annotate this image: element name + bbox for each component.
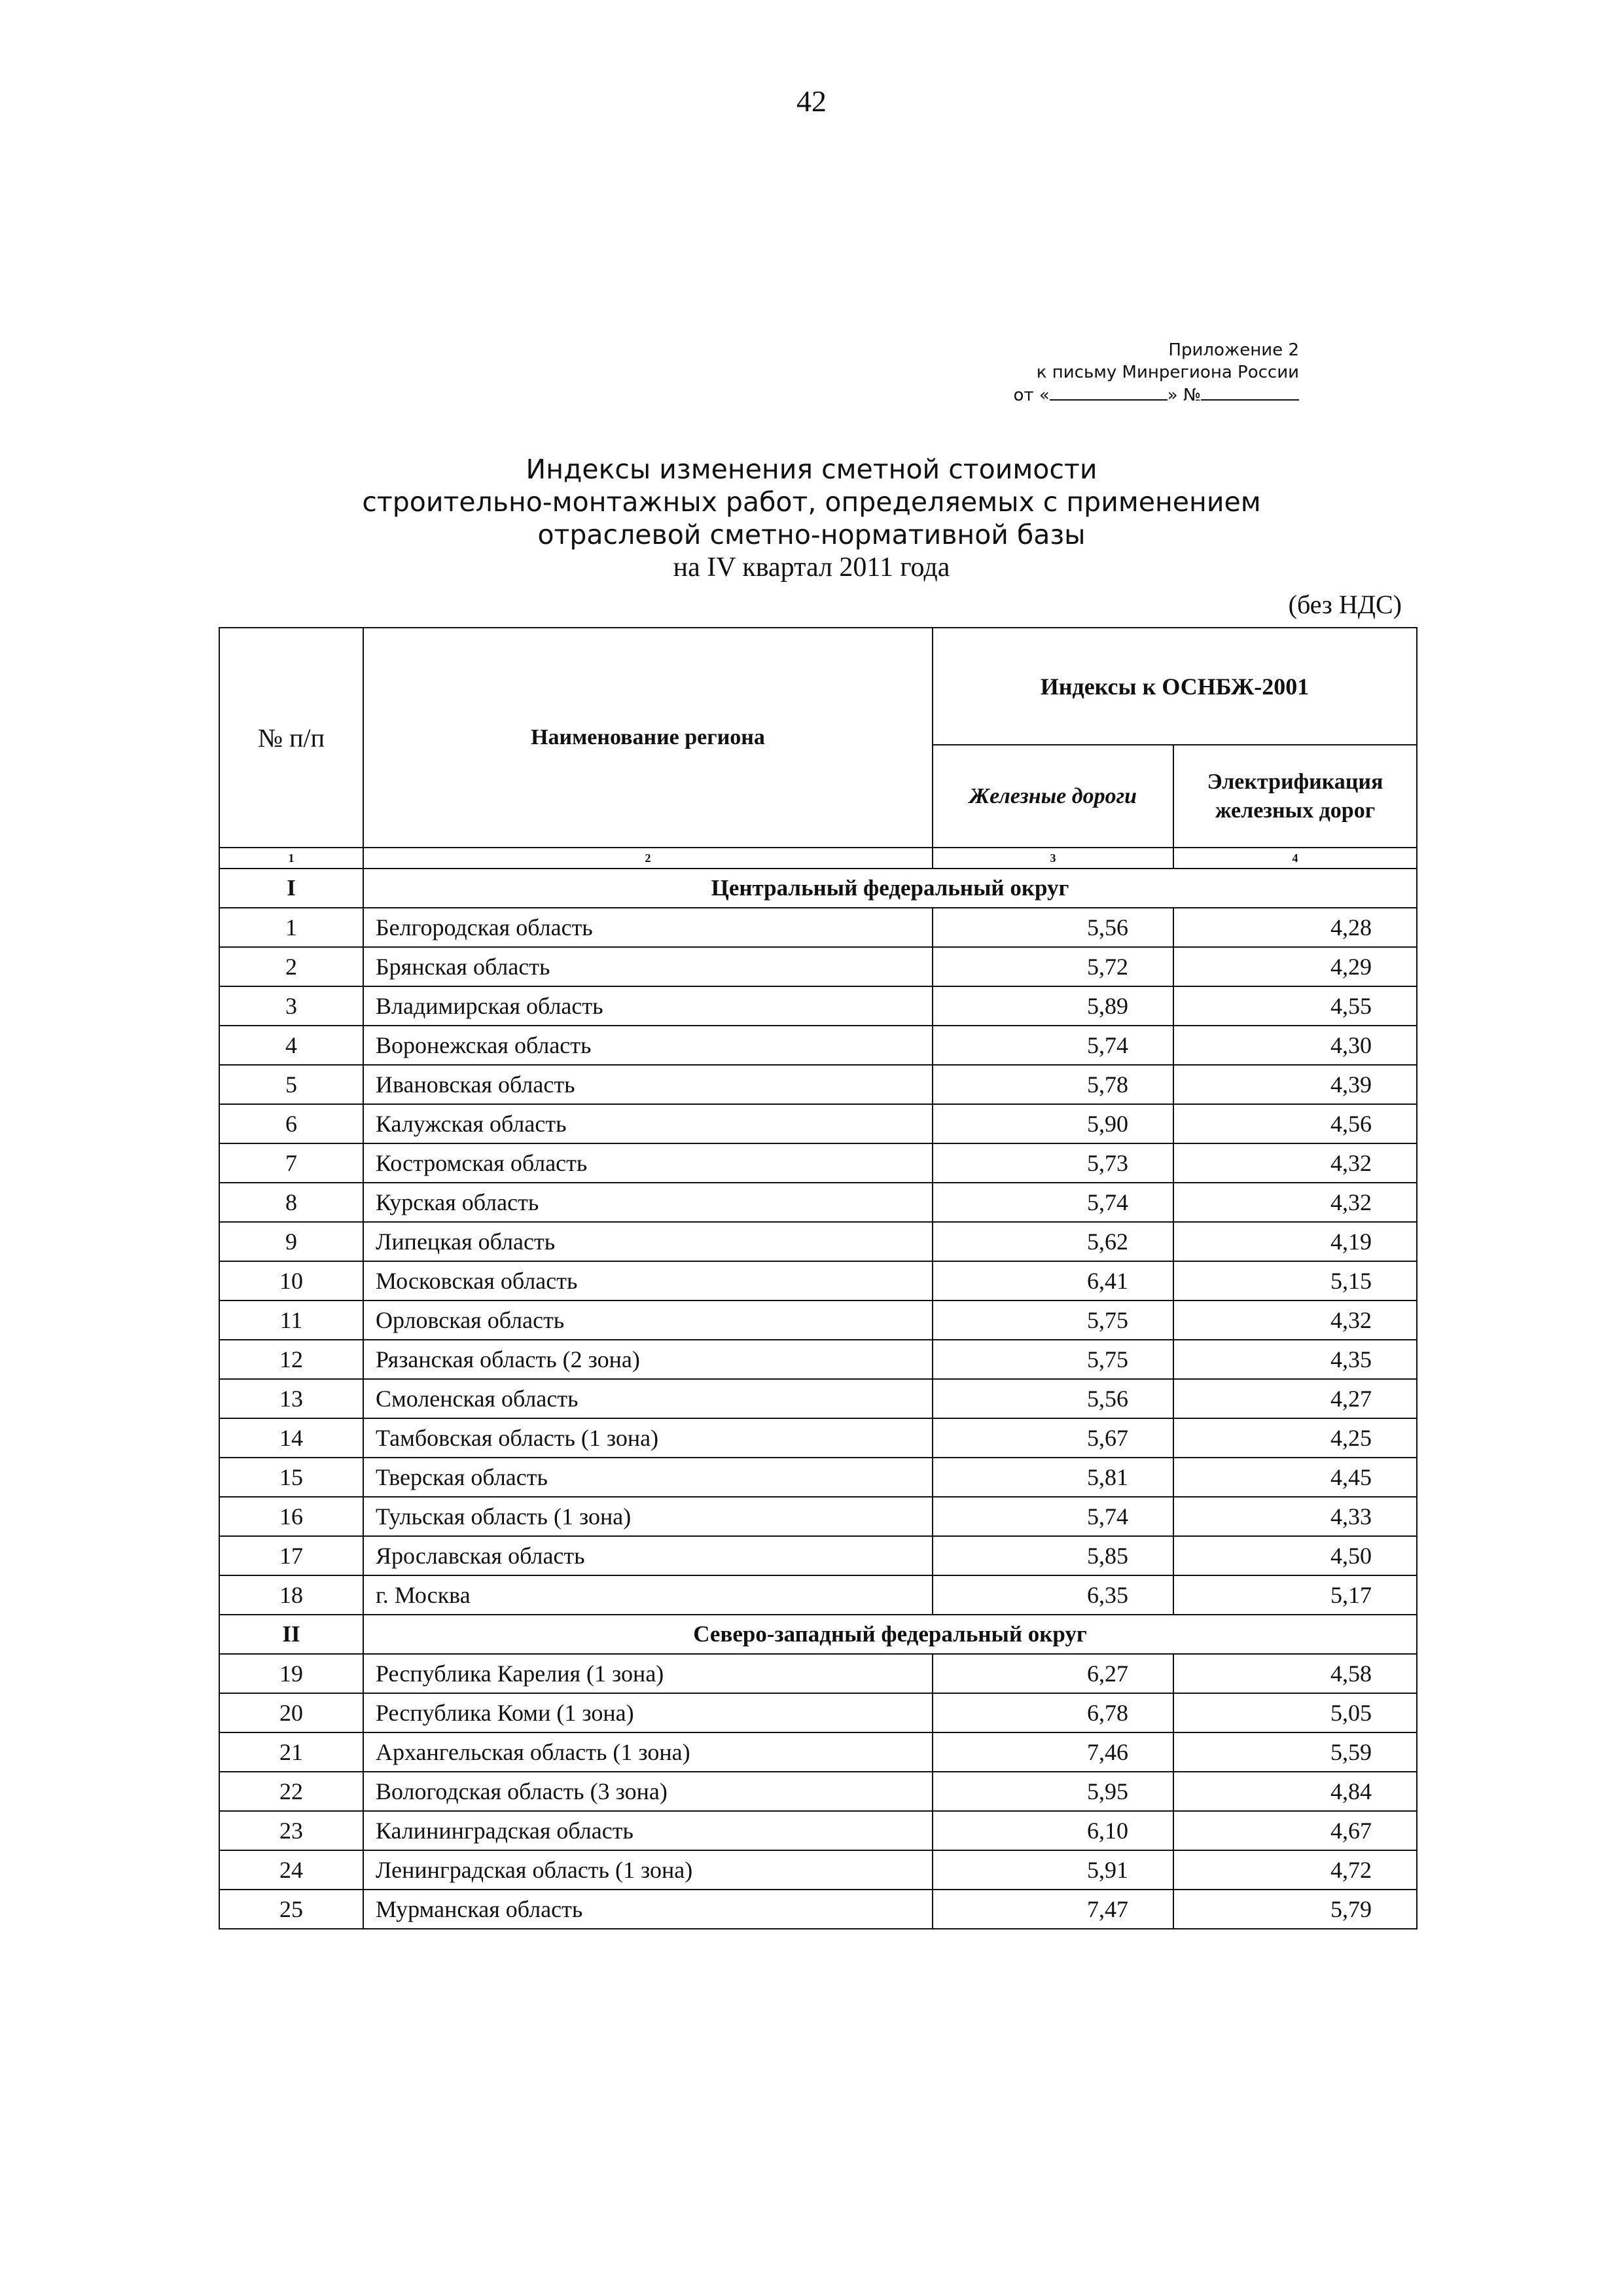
railways-index: 5,56 xyxy=(933,908,1173,947)
appendix-number-label: » № xyxy=(1167,386,1201,405)
railways-index: 5,81 xyxy=(933,1458,1173,1497)
railways-index: 6,41 xyxy=(933,1261,1173,1300)
row-number: 13 xyxy=(219,1379,363,1418)
region-name: Белгородская область xyxy=(363,908,933,947)
row-number: 4 xyxy=(219,1026,363,1065)
railways-index: 5,78 xyxy=(933,1065,1173,1104)
appendix-date-line xyxy=(936,384,1299,406)
table-row xyxy=(219,1811,1417,1850)
row-number: 6 xyxy=(219,1104,363,1143)
title-line-1: Индексы изменения сметной стоимости xyxy=(526,454,1097,485)
region-name: Республика Карелия (1 зона) xyxy=(363,1654,933,1693)
electrification-index: 4,27 xyxy=(1173,1379,1417,1418)
electrification-index: 5,05 xyxy=(1173,1693,1417,1732)
region-name: Смоленская область xyxy=(363,1379,933,1418)
electrification-index: 4,33 xyxy=(1173,1497,1417,1536)
region-name: Московская область xyxy=(363,1261,933,1300)
row-number: 24 xyxy=(219,1850,363,1890)
table-body xyxy=(219,869,1417,1929)
electrification-index: 4,30 xyxy=(1173,1026,1417,1065)
row-number: 7 xyxy=(219,1143,363,1183)
section-row xyxy=(219,1615,1417,1654)
electrification-index: 4,72 xyxy=(1173,1850,1417,1890)
table-row xyxy=(219,1340,1417,1379)
row-number: 17 xyxy=(219,1536,363,1575)
section-name: Центральный федеральный округ xyxy=(363,869,1417,908)
region-name: Владимирская область xyxy=(363,986,933,1026)
region-name: Рязанская область (2 зона) xyxy=(363,1340,933,1379)
railways-index: 5,75 xyxy=(933,1340,1173,1379)
column-numbers-row xyxy=(219,848,1417,869)
region-name: Республика Коми (1 зона) xyxy=(363,1693,933,1732)
table-row xyxy=(219,1575,1417,1615)
row-number: 25 xyxy=(219,1890,363,1929)
table-row xyxy=(219,1693,1417,1732)
row-number: 10 xyxy=(219,1261,363,1300)
document-title xyxy=(0,453,1623,584)
electrification-index: 5,15 xyxy=(1173,1261,1417,1300)
railways-index: 5,56 xyxy=(933,1379,1173,1418)
electrification-index: 4,67 xyxy=(1173,1811,1417,1850)
railways-index: 5,89 xyxy=(933,986,1173,1026)
electrification-index: 4,32 xyxy=(1173,1183,1417,1222)
row-number: 14 xyxy=(219,1418,363,1458)
row-number: 22 xyxy=(219,1772,363,1811)
row-number: 5 xyxy=(219,1065,363,1104)
electrification-index: 5,17 xyxy=(1173,1575,1417,1615)
electrification-index: 4,35 xyxy=(1173,1340,1417,1379)
table-row xyxy=(219,1261,1417,1300)
railways-index: 5,74 xyxy=(933,1026,1173,1065)
column-number: 3 xyxy=(933,848,1173,869)
row-number: 18 xyxy=(219,1575,363,1615)
railways-index: 5,72 xyxy=(933,947,1173,986)
electrification-index: 4,39 xyxy=(1173,1065,1417,1104)
column-number: 4 xyxy=(1173,848,1417,869)
electrification-index: 4,58 xyxy=(1173,1654,1417,1693)
table-row xyxy=(219,1497,1417,1536)
railways-index: 6,27 xyxy=(933,1654,1173,1693)
row-number: 9 xyxy=(219,1222,363,1261)
table-row xyxy=(219,1418,1417,1458)
electrification-index: 4,32 xyxy=(1173,1300,1417,1340)
electrification-index: 4,19 xyxy=(1173,1222,1417,1261)
row-number: 21 xyxy=(219,1732,363,1772)
region-name: Ленинградская область (1 зона) xyxy=(363,1850,933,1890)
table-row xyxy=(219,986,1417,1026)
table-row xyxy=(219,1300,1417,1340)
region-name: Вологодская область (3 зона) xyxy=(363,1772,933,1811)
region-name: Калининградская область xyxy=(363,1811,933,1850)
column-number: 1 xyxy=(219,848,363,869)
table-row xyxy=(219,1065,1417,1104)
title-line-4: на IV квартал 2011 года xyxy=(673,552,950,583)
table-row xyxy=(219,1143,1417,1183)
row-number: 23 xyxy=(219,1811,363,1850)
region-name: Калужская область xyxy=(363,1104,933,1143)
railways-index: 5,95 xyxy=(933,1772,1173,1811)
electrification-index: 4,29 xyxy=(1173,947,1417,986)
railways-index: 5,75 xyxy=(933,1300,1173,1340)
title-line-3: отраслевой сметно-нормативной базы xyxy=(537,519,1086,550)
electrification-index: 5,59 xyxy=(1173,1732,1417,1772)
table-row xyxy=(219,1536,1417,1575)
electrification-index: 4,25 xyxy=(1173,1418,1417,1458)
table-row xyxy=(219,1772,1417,1811)
row-number: 12 xyxy=(219,1340,363,1379)
header-indices-group: Индексы к ОСНБЖ-2001 xyxy=(933,628,1417,745)
railways-index: 6,10 xyxy=(933,1811,1173,1850)
appendix-block xyxy=(936,339,1299,406)
table-row xyxy=(219,1654,1417,1693)
indices-table xyxy=(219,627,1418,1929)
region-name: Мурманская область xyxy=(363,1890,933,1929)
electrification-index: 4,50 xyxy=(1173,1536,1417,1575)
vat-note: (без НДС) xyxy=(1288,590,1402,619)
row-number: 2 xyxy=(219,947,363,986)
appendix-title: Приложение 2 xyxy=(1168,340,1299,360)
region-name: Воронежская область xyxy=(363,1026,933,1065)
page-number: 42 xyxy=(796,84,827,118)
electrification-index: 4,55 xyxy=(1173,986,1417,1026)
railways-index: 5,73 xyxy=(933,1143,1173,1183)
title-line-2: строительно-монтажных работ, определяемых с применением xyxy=(362,486,1261,518)
column-number: 2 xyxy=(363,848,933,869)
railways-index: 5,90 xyxy=(933,1104,1173,1143)
railways-index: 5,67 xyxy=(933,1418,1173,1458)
region-name: Брянская область xyxy=(363,947,933,986)
table-row xyxy=(219,1890,1417,1929)
railways-index: 6,35 xyxy=(933,1575,1173,1615)
electrification-index: 4,32 xyxy=(1173,1143,1417,1183)
table-row xyxy=(219,1379,1417,1418)
section-name: Северо-западный федеральный округ xyxy=(363,1615,1417,1654)
table-row xyxy=(219,1458,1417,1497)
row-number: 16 xyxy=(219,1497,363,1536)
number-blank-line xyxy=(1201,384,1299,401)
electrification-index: 4,56 xyxy=(1173,1104,1417,1143)
region-name: Ярославская область xyxy=(363,1536,933,1575)
region-name: Тверская область xyxy=(363,1458,933,1497)
railways-index: 5,91 xyxy=(933,1850,1173,1890)
table-row xyxy=(219,1222,1417,1261)
region-name: Орловская область xyxy=(363,1300,933,1340)
table-row xyxy=(219,908,1417,947)
region-name: Тульская область (1 зона) xyxy=(363,1497,933,1536)
electrification-index: 4,84 xyxy=(1173,1772,1417,1811)
header-railways: Железные дороги xyxy=(933,745,1173,848)
section-number: II xyxy=(219,1615,363,1654)
railways-index: 6,78 xyxy=(933,1693,1173,1732)
region-name: Архангельская область (1 зона) xyxy=(363,1732,933,1772)
railways-index: 5,62 xyxy=(933,1222,1173,1261)
railways-index: 5,74 xyxy=(933,1497,1173,1536)
appendix-letter-ref: к письму Минрегиона России xyxy=(1036,363,1299,382)
row-number: 8 xyxy=(219,1183,363,1222)
railways-index: 7,47 xyxy=(933,1890,1173,1929)
table-row xyxy=(219,1183,1417,1222)
railways-index: 7,46 xyxy=(933,1732,1173,1772)
table-row xyxy=(219,1850,1417,1890)
railways-index: 5,85 xyxy=(933,1536,1173,1575)
row-number: 3 xyxy=(219,986,363,1026)
header-region: Наименование региона xyxy=(363,628,933,848)
electrification-index: 4,45 xyxy=(1173,1458,1417,1497)
section-row xyxy=(219,869,1417,908)
region-name: Тамбовская область (1 зона) xyxy=(363,1418,933,1458)
region-name: Костромская область xyxy=(363,1143,933,1183)
header-electrification: Электрификация железных дорог xyxy=(1173,745,1417,848)
row-number: 15 xyxy=(219,1458,363,1497)
row-number: 19 xyxy=(219,1654,363,1693)
region-name: Липецкая область xyxy=(363,1222,933,1261)
electrification-index: 4,28 xyxy=(1173,908,1417,947)
table-row xyxy=(219,1732,1417,1772)
region-name: г. Москва xyxy=(363,1575,933,1615)
row-number: 1 xyxy=(219,908,363,947)
region-name: Ивановская область xyxy=(363,1065,933,1104)
header-number: № п/п xyxy=(219,628,363,848)
railways-index: 5,74 xyxy=(933,1183,1173,1222)
section-number: I xyxy=(219,869,363,908)
electrification-index: 5,79 xyxy=(1173,1890,1417,1929)
appendix-date-prefix: от « xyxy=(1013,386,1050,405)
region-name: Курская область xyxy=(363,1183,933,1222)
date-blank-line xyxy=(1050,384,1168,401)
row-number: 20 xyxy=(219,1693,363,1732)
table-row xyxy=(219,1104,1417,1143)
table-row xyxy=(219,947,1417,986)
row-number: 11 xyxy=(219,1300,363,1340)
table-row xyxy=(219,1026,1417,1065)
